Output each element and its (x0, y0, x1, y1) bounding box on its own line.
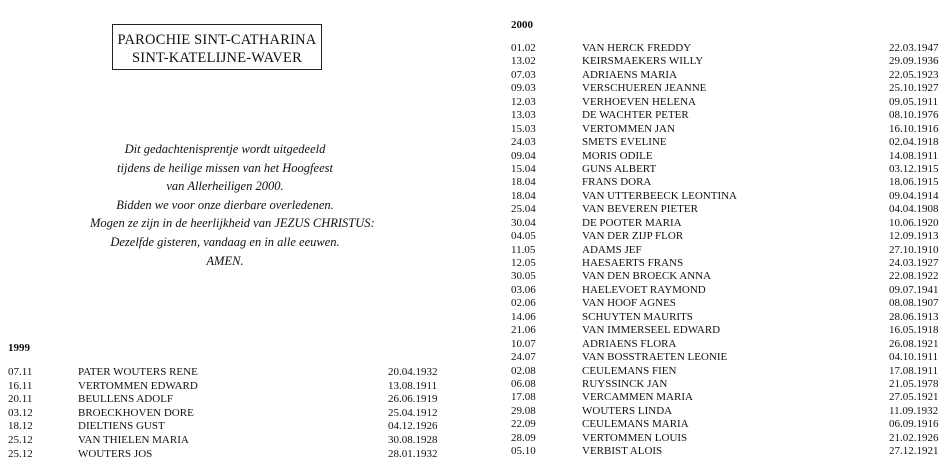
birth-date: 16.10.1916 (889, 122, 939, 135)
death-date: 18.12 (8, 420, 33, 433)
deceased-name: VERHOEVEN HELENA (582, 95, 696, 108)
death-date: 09.04 (511, 149, 536, 162)
deceased-row (0, 257, 950, 270)
deceased-name: DE POOTER MARIA (582, 216, 682, 229)
deceased-name: VERTOMMEN JAN (582, 122, 675, 135)
death-date: 12.05 (511, 257, 536, 269)
deceased-name: DE WACHTER PETER (582, 109, 689, 122)
deceased-row (0, 69, 950, 82)
deceased-name: DIELTIENS GUST (78, 420, 165, 433)
dedication-line: AMEN. (206, 253, 244, 268)
deceased-row (0, 244, 950, 257)
birth-date: 02.04.1918 (889, 136, 939, 149)
deceased-row (0, 136, 950, 149)
birth-date: 10.06.1920 (889, 216, 939, 229)
death-date: 03.12 (8, 406, 33, 419)
year-heading-2000: 2000 (511, 19, 533, 31)
death-date: 25.12 (8, 433, 33, 446)
deceased-name: MORIS ODILE (582, 149, 653, 162)
death-date: 24.03 (511, 136, 536, 149)
deceased-row (0, 365, 950, 378)
death-date: 14.06 (511, 310, 536, 323)
birth-date: 27.12.1921 (889, 445, 939, 458)
death-date: 06.08 (511, 377, 536, 390)
deceased-name: VERSCHUEREN JEANNE (582, 82, 707, 95)
birth-date: 20.04.1932 (388, 366, 438, 378)
birth-date: 24.03.1927 (889, 257, 939, 269)
birth-date: 21.02.1926 (889, 431, 939, 444)
death-date: 12.03 (511, 95, 536, 108)
deceased-row (0, 405, 950, 418)
birth-date: 11.09.1932 (889, 404, 939, 417)
deceased-name: VAN BEVEREN PIETER (582, 203, 698, 216)
deceased-name: SCHUYTEN MAURITS (582, 310, 693, 323)
deceased-name: VERCAMMEN MARIA (582, 391, 693, 404)
deceased-name: VAN HOOF AGNES (582, 297, 676, 310)
deceased-name: CEULEMANS MARIA (582, 418, 689, 431)
birth-date: 14.08.1911 (889, 149, 939, 162)
death-date: 24.07 (511, 351, 536, 364)
deceased-row (0, 109, 950, 122)
death-date: 21.06 (511, 324, 536, 337)
deceased-row (0, 42, 950, 55)
death-date: 17.08 (511, 391, 536, 404)
deceased-row (0, 55, 950, 68)
death-date: 04.05 (511, 230, 536, 243)
birth-date: 13.08.1911 (388, 379, 438, 392)
birth-date: 04.12.1926 (388, 420, 438, 433)
deceased-row (0, 418, 950, 431)
death-date: 30.05 (511, 270, 536, 283)
year-heading-1999: 1999 (8, 342, 30, 354)
deceased-name: VERTOMMEN EDWARD (78, 379, 198, 392)
deceased-name: VAN IMMERSEEL EDWARD (582, 324, 721, 337)
deceased-row (0, 82, 950, 95)
deceased-row (0, 391, 950, 404)
death-date: 28.09 (511, 431, 536, 444)
deceased-row (0, 378, 950, 391)
birth-date: 08.08.1907 (889, 297, 939, 310)
birth-date: 30.08.1928 (388, 433, 438, 446)
deceased-name: VAN DEN BROECK ANNA (582, 270, 712, 283)
deceased-name: ADRIAENS MARIA (582, 68, 678, 81)
death-date: 29.08 (511, 404, 536, 417)
birth-date: 27.05.1921 (889, 391, 939, 404)
birth-date: 09.05.1911 (889, 95, 939, 108)
birth-date: 03.12.1915 (889, 162, 939, 175)
death-date: 03.06 (511, 283, 536, 296)
deceased-row (0, 270, 950, 283)
deceased-name: VAN THIELEN MARIA (78, 433, 189, 446)
deceased-name: VERBIST ALOIS (582, 445, 663, 458)
death-date: 07.03 (511, 68, 536, 81)
birth-date: 06.09.1916 (889, 418, 939, 431)
death-date: 25.04 (511, 203, 536, 216)
deceased-name: WOUTERS LINDA (582, 404, 673, 417)
deceased-name: HAESAERTS FRANS (582, 257, 684, 269)
deceased-row (0, 432, 950, 445)
birth-date: 09.04.1914 (889, 189, 939, 202)
death-date: 15.03 (511, 122, 536, 135)
deceased-name: BROECKHOVEN DORE (78, 406, 194, 419)
parish-name: PAROCHIE SINT-CATHARINA (117, 32, 317, 48)
deceased-name: VAN BOSSTRAETEN LEONIE (582, 351, 728, 364)
birth-date: 08.10.1976 (889, 109, 939, 122)
death-date: 11.05 (511, 243, 536, 256)
birth-date: 12.09.1913 (889, 230, 939, 243)
birth-date: 28.06.1913 (889, 310, 939, 323)
dedication-line: Dezelfde gisteren, vandaag en in alle eeuwen. (110, 234, 340, 249)
deceased-name: BEULLENS ADOLF (78, 393, 174, 406)
birth-date: 26.08.1921 (889, 337, 939, 350)
deceased-row (0, 297, 950, 310)
death-date: 20.11 (8, 393, 33, 406)
deceased-name: GUNS ALBERT (582, 162, 657, 175)
birth-date: 28.01.1932 (388, 447, 438, 460)
deceased-name: VAN UTTERBEECK LEONTINA (582, 189, 738, 202)
death-date: 07.11 (8, 366, 33, 378)
death-date: 30.04 (511, 216, 536, 229)
deceased-name: ADAMS JEF (582, 243, 642, 256)
birth-date: 27.10.1910 (889, 243, 939, 256)
dedication-line: van Allerheiligen 2000. (166, 179, 284, 194)
birth-date: 21.05.1978 (889, 377, 939, 390)
death-date: 15.04 (511, 162, 536, 175)
deceased-row (0, 311, 950, 324)
birth-date: 04.10.1911 (889, 351, 939, 364)
deceased-row (0, 217, 950, 230)
deceased-name: KEIRSMAEKERS WILLY (582, 55, 704, 68)
death-date: 16.11 (8, 379, 33, 392)
birth-date: 25.10.1927 (889, 82, 939, 95)
death-date: 05.10 (511, 445, 536, 458)
deceased-name: VAN DER ZIJP FLOR (582, 230, 684, 243)
dedication-line: Mogen ze zijn in de heerlijkheid van JEZUS CHRISTUS: (90, 216, 375, 231)
deceased-name: PATER WOUTERS RENE (78, 366, 198, 378)
deceased-name: CEULEMANS FIEN (582, 364, 677, 377)
birth-date: 17.08.1911 (889, 364, 939, 377)
deceased-row (0, 203, 950, 216)
deceased-row (0, 123, 950, 136)
birth-date: 22.08.1922 (889, 270, 939, 283)
dedication-line: Bidden we voor onze dierbare overledenen. (116, 197, 334, 212)
death-date: 13.03 (511, 109, 536, 122)
birth-date: 18.06.1915 (889, 176, 939, 189)
birth-date: 29.09.1936 (889, 55, 939, 68)
deceased-row (0, 324, 950, 337)
death-date: 09.03 (511, 82, 536, 95)
birth-date: 26.06.1919 (388, 393, 438, 406)
dedication-line: Dit gedachtenisprentje wordt uitgedeeld (124, 142, 326, 156)
deceased-list-2000 (0, 42, 950, 459)
deceased-name: HAELEVOET RAYMOND (582, 283, 706, 296)
deceased-row (0, 190, 950, 203)
deceased-row (0, 351, 950, 364)
deceased-name: RUYSSINCK JAN (582, 377, 668, 390)
birth-date: 25.04.1912 (388, 406, 438, 419)
birth-date: 04.04.1908 (889, 203, 939, 216)
deceased-row (0, 176, 950, 189)
deceased-name: WOUTERS JOS (78, 447, 153, 460)
death-date: 13.02 (511, 55, 536, 68)
death-date: 18.04 (511, 176, 536, 189)
death-date: 22.09 (511, 418, 536, 431)
birth-date: 09.07.1941 (889, 283, 939, 296)
deceased-row (0, 284, 950, 297)
dedication-line: tijdens de heilige missen van het Hoogfeest (117, 160, 333, 175)
death-date: 01.02 (511, 42, 536, 54)
deceased-row (0, 445, 950, 458)
deceased-name: FRANS DORA (582, 176, 652, 189)
death-date: 02.06 (511, 297, 536, 310)
deceased-name: VERTOMMEN LOUIS (582, 431, 688, 444)
birth-date: 16.05.1918 (889, 324, 939, 337)
death-date: 10.07 (511, 337, 536, 350)
parish-town: SINT-KATELIJNE-WAVER (132, 50, 302, 66)
deceased-row (0, 96, 950, 109)
deceased-name: VAN HERCK FREDDY (582, 42, 692, 54)
deceased-name: ADRIAENS FLORA (582, 337, 677, 350)
death-date: 18.04 (511, 189, 536, 202)
death-date: 25.12 (8, 447, 33, 460)
deceased-row (0, 338, 950, 351)
deceased-name: SMETS EVELINE (582, 136, 667, 149)
deceased-row (0, 230, 950, 243)
deceased-row (0, 150, 950, 163)
birth-date: 22.03.1947 (889, 42, 939, 54)
birth-date: 22.05.1923 (889, 68, 939, 81)
deceased-row (0, 163, 950, 176)
death-date: 02.08 (511, 364, 536, 377)
